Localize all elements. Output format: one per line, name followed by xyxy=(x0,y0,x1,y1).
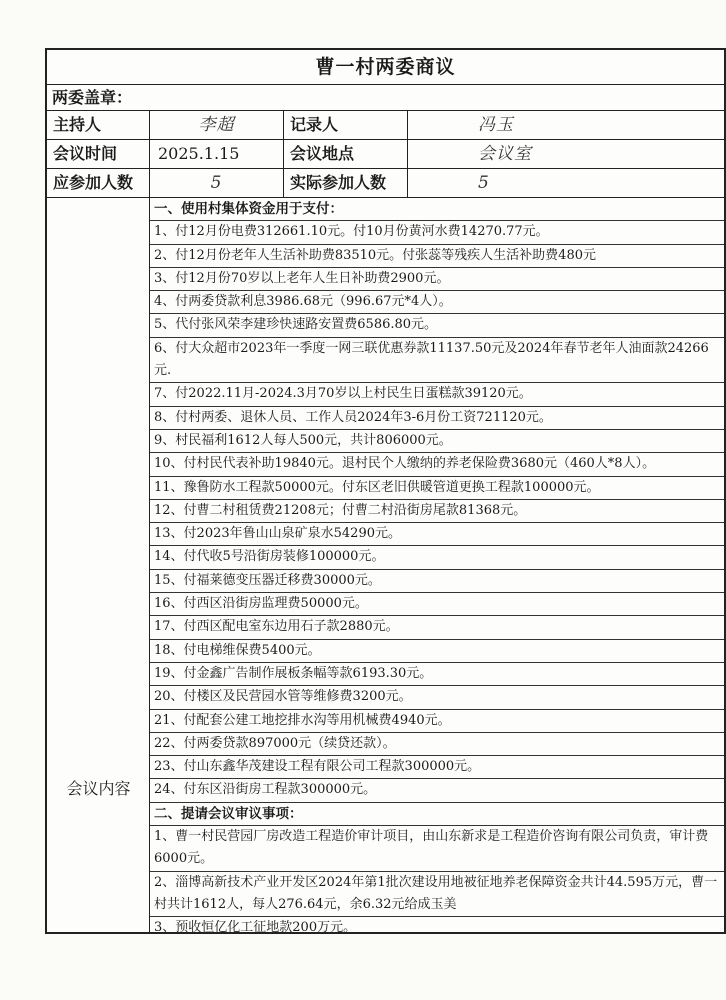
list-item: 10、付村民代表补助19840元。退村民个人缴纳的养老保险费3680元（460人*8人）。 xyxy=(150,453,724,476)
list-item: 23、付山东鑫华茂建设工程有限公司工程款300000元。 xyxy=(150,756,724,779)
list-item: 1、付12月份电费312661.10元。付10月份黄河水费14270.77元。 xyxy=(150,221,724,244)
section-heading: 一、使用村集体资金用于支付： xyxy=(150,198,724,221)
list-item: 6、付大众超市2023年一季度一网三联优惠券款11137.50元及2024年春节老年人油面款24266元. xyxy=(150,338,724,384)
section-heading: 二、提请会议审议事项： xyxy=(150,803,724,826)
meeting-content xyxy=(47,198,724,936)
list-item: 13、付2023年鲁山山泉矿泉水54290元。 xyxy=(150,523,724,546)
list-item: 17、付西区配电室东边用石子款2880元。 xyxy=(150,616,724,639)
list-item: 11、豫鲁防水工程款50000元。付东区老旧供暖管道更换工程款100000元。 xyxy=(150,477,724,500)
list-item: 12、付曹二村租赁费21208元；付曹二村沿街房尾款81368元。 xyxy=(150,500,724,523)
meeting-record-table xyxy=(45,48,726,934)
list-item: 9、村民福利1612人每人500元，共计806000元。 xyxy=(150,430,724,453)
list-item: 2、淄博高新技术产业开发区2024年第1批次建设用地被征地养老保障资金共计44.595万元，曹一村共计1612人，每人276.64元，余6.32元给成玉美 xyxy=(150,872,724,918)
list-item: 15、付福莱德变压器迁移费30000元。 xyxy=(150,570,724,593)
host-label: 主持人 xyxy=(47,111,150,139)
content-label: 会议内容 xyxy=(66,779,131,798)
actual-label: 实际参加人数 xyxy=(284,169,408,197)
recorder-label: 记录人 xyxy=(284,111,408,139)
seal-label: 两委盖章： xyxy=(47,85,724,111)
time-label: 会议时间 xyxy=(47,140,150,168)
list-item: 18、付电梯维保费5400元。 xyxy=(150,640,724,663)
list-item: 20、付楼区及民营园水管等维修费3200元。 xyxy=(150,686,724,709)
time-value: 2025.1.15 xyxy=(150,140,284,168)
list-item: 1、曹一村民营园厂房改造工程造价审计项目，由山东新求是工程造价咨询有限公司负责，审计费6000元。 xyxy=(150,826,724,872)
list-item: 21、付配套公建工地挖排水沟等用机械费4940元。 xyxy=(150,710,724,733)
place-signature: 会议室 xyxy=(478,144,532,164)
expected-label: 应参加人数 xyxy=(47,169,150,197)
content-label-column xyxy=(47,198,150,932)
page-title: 曹一村两委商议 xyxy=(47,50,724,85)
list-item: 4、付两委贷款利息3986.68元（996.67元*4人）。 xyxy=(150,291,724,314)
list-item: 8、付村两委、退休人员、工作人员2024年3-6月份工资721120元。 xyxy=(150,407,724,430)
attendance-row xyxy=(47,169,724,198)
list-item: 5、代付张风荣李建珍快速路安置费6586.80元。 xyxy=(150,314,724,337)
list-item: 14、付代收5号沿街房装修100000元。 xyxy=(150,546,724,569)
time-row xyxy=(47,140,724,169)
list-item: 7、付2022.11月-2024.3月70岁以上村民生日蛋糕款39120元。 xyxy=(150,383,724,406)
list-item: 3、付12月份70岁以上老年人生日补助费2900元。 xyxy=(150,268,724,291)
actual-value: 5 xyxy=(478,173,490,193)
list-item: 19、付金鑫广告制作展板条幅等款6193.30元。 xyxy=(150,663,724,686)
host-row xyxy=(47,111,724,140)
list-item: 22、付两委贷款897000元（续贷还款）。 xyxy=(150,733,724,756)
list-item: 3、预收恒亿化工征地款200万元。 xyxy=(154,920,357,936)
list-item: 16、付西区沿街房监理费50000元。 xyxy=(150,593,724,616)
place-label: 会议地点 xyxy=(284,140,408,168)
expected-value: 5 xyxy=(150,169,284,197)
recorder-signature: 冯玉 xyxy=(478,115,514,135)
list-item: 24、付东区沿街房工程款300000元。 xyxy=(150,779,724,802)
content-items xyxy=(150,198,724,940)
list-item: 2、付12月份老年人生活补助费83510元。付张蕊等残疾人生活补助费480元 xyxy=(150,245,724,268)
host-signature: 李超 xyxy=(150,111,284,139)
